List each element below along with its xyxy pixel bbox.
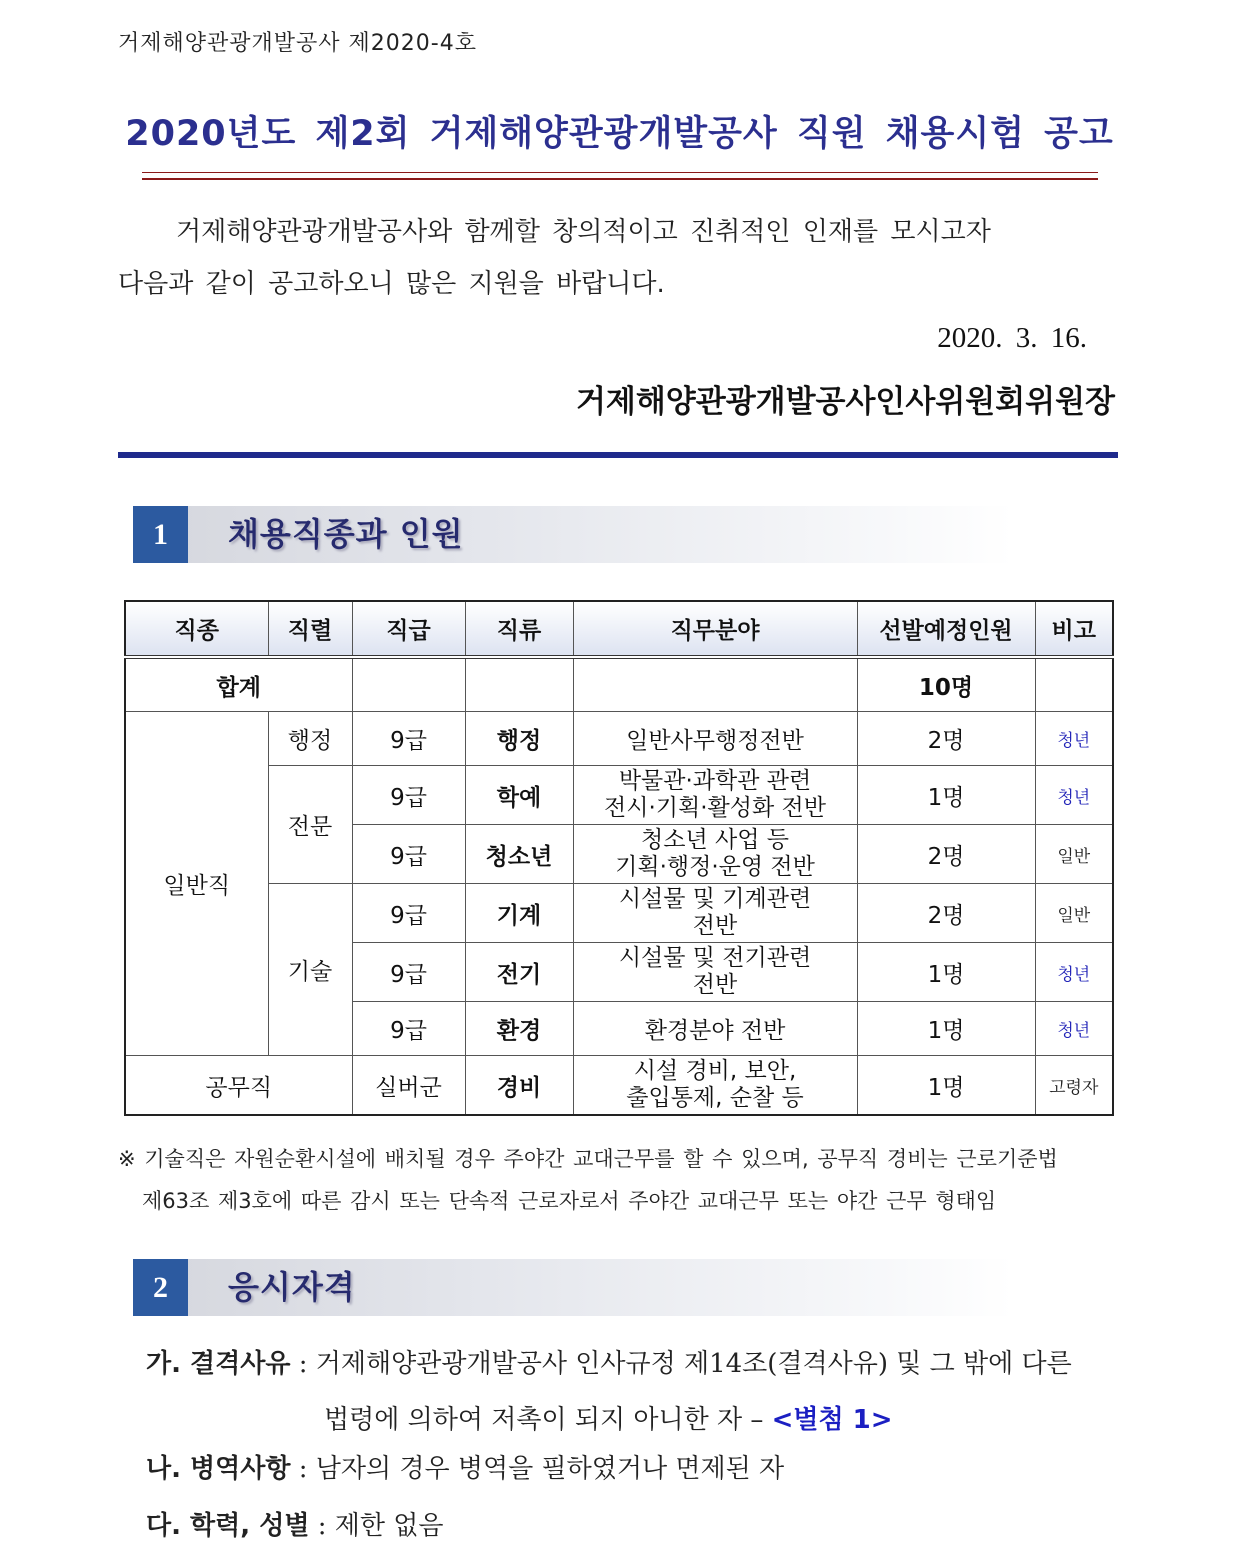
grade-cell: 9급 bbox=[352, 884, 465, 943]
qualification-item-disqualification bbox=[146, 1336, 1146, 1448]
table-row bbox=[125, 884, 1113, 943]
count-cell: 1명 bbox=[857, 1056, 1035, 1116]
group-cell: 공무직 bbox=[125, 1056, 352, 1116]
field-line: 박물관·과학관 관련 bbox=[618, 768, 812, 794]
intro-line-2: 다음과 같이 공고하오니 많은 지원을 바랍니다. bbox=[118, 269, 665, 299]
recruitment-table bbox=[124, 600, 1114, 1116]
field-line: 시설물 및 기계관련 bbox=[618, 886, 812, 912]
table-row bbox=[125, 766, 1113, 825]
total-label: 합계 bbox=[125, 657, 352, 712]
item-text: : 거제해양관광개발공사 인사규정 제14조(결격사유) 및 그 밖에 다른 bbox=[298, 1349, 1072, 1379]
note-cell: 청년 bbox=[1035, 766, 1113, 825]
field-line: 시설 경비, 보안, bbox=[633, 1058, 797, 1084]
category-cell: 청소년 bbox=[465, 825, 573, 884]
column-header: 직급 bbox=[352, 601, 465, 657]
category-cell: 기계 bbox=[465, 884, 573, 943]
note-cell: 청년 bbox=[1035, 712, 1113, 766]
field-cell bbox=[573, 766, 857, 825]
footnote-line-2: 제63조 제3호에 따른 감시 또는 단속적 근로자로서 주야간 교대근무 또는 야간 근무 형태임 bbox=[142, 1189, 997, 1213]
field-cell bbox=[573, 884, 857, 943]
item-text-cont: 법령에 의하여 저촉이 되지 아니한 자 – bbox=[324, 1405, 764, 1435]
note-cell: 청년 bbox=[1035, 943, 1113, 1002]
total-row bbox=[125, 657, 1113, 712]
category-cell: 전기 bbox=[465, 943, 573, 1002]
count-cell: 2명 bbox=[857, 712, 1035, 766]
field-cell: 일반사무행정전반 bbox=[573, 712, 857, 766]
field-cell bbox=[573, 943, 857, 1002]
category-cell: 학예 bbox=[465, 766, 573, 825]
field-line: 전시·기획·활성화 전반 bbox=[604, 795, 826, 821]
item-text: : 제한 없음 bbox=[317, 1511, 444, 1541]
field-line: 청소년 사업 등 bbox=[641, 827, 789, 853]
count-cell: 1명 bbox=[857, 766, 1035, 825]
table-header-row bbox=[125, 601, 1113, 657]
item-text: : 남자의 경우 병역을 필하였거나 면제된 자 bbox=[298, 1454, 785, 1484]
grade-cell: 9급 bbox=[352, 825, 465, 884]
intro-paragraph bbox=[118, 206, 1078, 310]
qualification-item-military bbox=[146, 1448, 784, 1485]
table-row bbox=[125, 1056, 1113, 1116]
group-cell: 일반직 bbox=[125, 712, 268, 1056]
note-cell: 일반 bbox=[1035, 825, 1113, 884]
column-header: 직렬 bbox=[268, 601, 352, 657]
page-title: 2020년도 제2회 거제해양관광개발공사 직원 채용시험 공고 bbox=[125, 114, 1114, 154]
document-number: 거제해양관광개발공사 제2020-4호 bbox=[118, 31, 477, 56]
grade-cell: 9급 bbox=[352, 766, 465, 825]
grade-cell: 9급 bbox=[352, 1002, 465, 1056]
table-row bbox=[125, 712, 1113, 766]
column-header: 직류 bbox=[465, 601, 573, 657]
item-continuation bbox=[146, 1392, 1146, 1448]
item-label: 가. 결격사유 bbox=[146, 1349, 291, 1379]
field-cell: 환경분야 전반 bbox=[573, 1002, 857, 1056]
section-number: 1 bbox=[133, 506, 188, 563]
note-cell: 고령자 bbox=[1035, 1056, 1113, 1116]
header-divider bbox=[118, 452, 1118, 458]
grade-cell: 실버군 bbox=[352, 1056, 465, 1116]
section-header-1 bbox=[133, 506, 1013, 563]
category-cell: 행정 bbox=[465, 712, 573, 766]
attachment-link[interactable]: <별첨 1> bbox=[771, 1405, 893, 1435]
section-title: 응시자격 bbox=[228, 1268, 356, 1306]
total-count: 10명 bbox=[857, 657, 1035, 712]
field-line: 기획·행정·운영 전반 bbox=[615, 854, 815, 880]
intro-line-1: 거제해양관광개발공사와 함께할 창의적이고 진취적인 인재를 모시고자 bbox=[176, 217, 991, 247]
field-line: 전반 bbox=[692, 972, 738, 998]
count-cell: 1명 bbox=[857, 1002, 1035, 1056]
grade-cell: 9급 bbox=[352, 712, 465, 766]
count-cell: 2명 bbox=[857, 884, 1035, 943]
count-cell: 1명 bbox=[857, 943, 1035, 1002]
column-header: 직무분야 bbox=[573, 601, 857, 657]
section-header-2 bbox=[133, 1259, 1013, 1316]
field-cell bbox=[573, 1056, 857, 1116]
count-cell: 2명 bbox=[857, 825, 1035, 884]
footnote-line-1: ※ 기술직은 자원순환시설에 배치될 경우 주야간 교대근무를 할 수 있으며, 공무직 경비는 근로기준법 bbox=[118, 1147, 1058, 1171]
field-line: 전반 bbox=[692, 913, 738, 939]
field-cell bbox=[573, 825, 857, 884]
series-cell: 행정 bbox=[268, 712, 352, 766]
qualification-item-education bbox=[146, 1505, 443, 1542]
column-header: 선발예정인원 bbox=[857, 601, 1035, 657]
grade-cell: 9급 bbox=[352, 943, 465, 1002]
category-cell: 경비 bbox=[465, 1056, 573, 1116]
field-line: 시설물 및 전기관련 bbox=[618, 945, 812, 971]
section-number: 2 bbox=[133, 1259, 188, 1316]
series-cell: 전문 bbox=[268, 766, 352, 884]
issuer: 거제해양관광개발공사인사위원회위원장 bbox=[575, 384, 1115, 420]
series-cell: 기술 bbox=[268, 884, 352, 1056]
item-label: 다. 학력, 성별 bbox=[146, 1511, 310, 1541]
notice-date: 2020. 3. 16. bbox=[937, 322, 1087, 354]
column-header: 비고 bbox=[1035, 601, 1113, 657]
section-title: 채용직종과 인원 bbox=[228, 515, 464, 553]
column-header: 직종 bbox=[125, 601, 268, 657]
table-footnote bbox=[118, 1138, 1138, 1222]
note-cell: 일반 bbox=[1035, 884, 1113, 943]
field-line: 출입통제, 순찰 등 bbox=[626, 1085, 804, 1111]
title-divider bbox=[142, 172, 1098, 180]
note-cell: 청년 bbox=[1035, 1002, 1113, 1056]
item-label: 나. 병역사항 bbox=[146, 1454, 291, 1484]
category-cell: 환경 bbox=[465, 1002, 573, 1056]
